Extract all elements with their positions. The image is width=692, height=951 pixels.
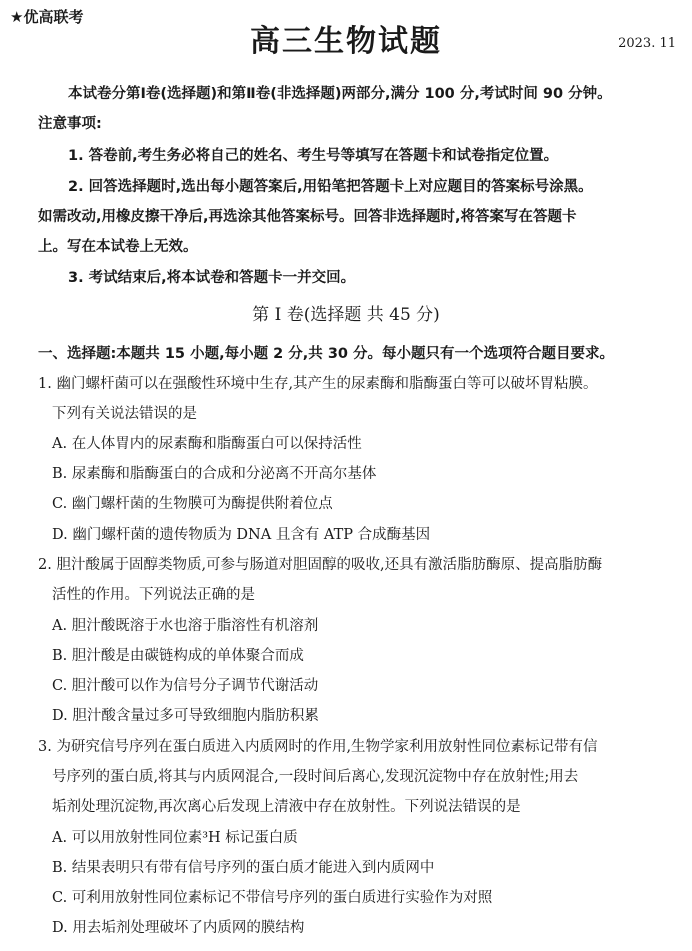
question-1-option-b: B. 尿素酶和脂酶蛋白的合成和分泌离不开高尔基体 <box>52 466 377 482</box>
question-1-option-a: A. 在人体胃内的尿素酶和脂酶蛋白可以保持活性 <box>52 436 362 452</box>
note-2-line-2: 如需改动,用橡皮擦干净后,再选涂其他答案标号。回答非选择题时,将答案写在答题卡 <box>38 209 577 225</box>
question-1-option-c: C. 幽门螺杆菌的生物膜可为酶提供附着位点 <box>52 496 333 512</box>
question-3-line-1: 3. 为研究信号序列在蛋白质进入内质网时的作用,生物学家利用放射性同位素标记带有信 <box>38 739 598 755</box>
question-1-option-d: D. 幽门螺杆菌的遗传物质为 DNA 且含有 ATP 合成酶基因 <box>52 527 431 543</box>
section-title: 第 Ⅰ 卷(选择题 共 45 分) <box>252 305 440 325</box>
question-3-option-b: B. 结果表明只有带有信号序列的蛋白质才能进入到内质网中 <box>52 860 435 876</box>
question-2-option-b: B. 胆汁酸是由碳链构成的单体聚合而成 <box>52 648 304 664</box>
question-2-line-2: 活性的作用。下列说法正确的是 <box>52 587 255 603</box>
question-1-line-2: 下列有关说法错误的是 <box>52 406 197 422</box>
question-2-option-d: D. 胆汁酸含量过多可导致细胞内脂肪积累 <box>52 708 319 724</box>
exam-badge: ★优高联考 <box>10 8 84 26</box>
question-3-line-2: 号序列的蛋白质,将其与内质网混合,一段时间后离心,发现沉淀物中存在放射性;用去 <box>52 769 579 785</box>
question-3-line-3: 垢剂处理沉淀物,再次离心后发现上清液中存在放射性。下列说法错误的是 <box>52 799 521 815</box>
section-instruction: 一、选择题:本题共 15 小题,每小题 2 分,共 30 分。每小题只有一个选项符合题目要求。 <box>38 346 615 362</box>
note-2-line-3: 上。写在本试卷上无效。 <box>38 239 198 255</box>
question-2-line-1: 2. 胆汁酸属于固醇类物质,可参与肠道对胆固醇的吸收,还具有激活脂肪酶原、提高脂肪酶 <box>38 557 603 573</box>
question-3-option-c: C. 可利用放射性同位素标记不带信号序列的蛋白质进行实验作为对照 <box>52 890 493 906</box>
question-3-option-a: A. 可以用放射性同位素³H 标记蛋白质 <box>52 830 298 846</box>
note-3: 3. 考试结束后,将本试卷和答题卡一并交回。 <box>68 270 356 286</box>
note-2-line-1: 2. 回答选择题时,选出每小题答案后,用铅笔把答题卡上对应题目的答案标号涂黑。 <box>68 179 593 195</box>
exam-statement: 本试卷分第Ⅰ卷(选择题)和第Ⅱ卷(非选择题)两部分,满分 100 分,考试时间 90 分钟。 <box>68 86 612 102</box>
question-2-option-a: A. 胆汁酸既溶于水也溶于脂溶性有机溶剂 <box>52 618 319 634</box>
exam-date: 2023. 11 <box>618 36 676 51</box>
notes-title: 注意事项: <box>38 116 102 132</box>
note-1: 1. 答卷前,考生务必将自己的姓名、考生号等填写在答题卡和试卷指定位置。 <box>68 148 559 164</box>
question-3-option-d: D. 用去垢剂处理破坏了内质网的膜结构 <box>52 920 305 936</box>
question-1-line-1: 1. 幽门螺杆菌可以在强酸性环境中生存,其产生的尿素酶和脂酶蛋白等可以破坏胃粘膜。 <box>38 376 598 392</box>
page-title: 高三生物试题 <box>250 24 442 59</box>
question-2-option-c: C. 胆汁酸可以作为信号分子调节代谢活动 <box>52 678 319 694</box>
